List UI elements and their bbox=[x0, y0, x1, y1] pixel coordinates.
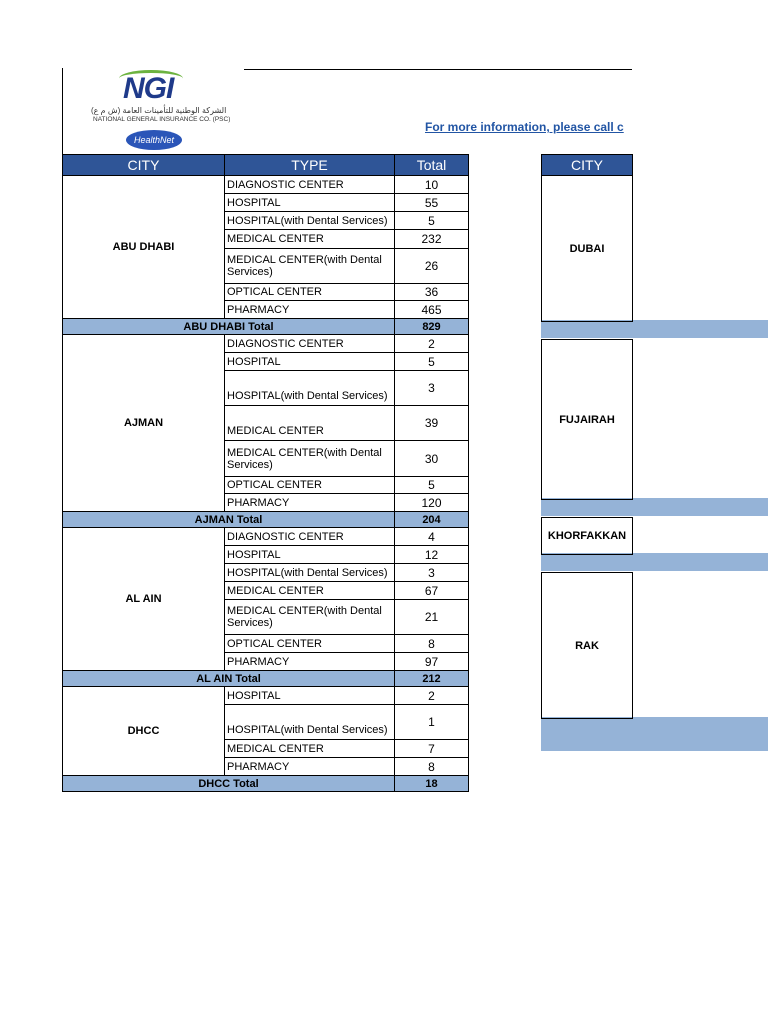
subtotal-value: 829 bbox=[395, 319, 469, 335]
city-cell: KHORFAKKAN bbox=[542, 518, 633, 555]
type-cell: DIAGNOSTIC CENTER bbox=[225, 528, 395, 546]
subtotal-row bbox=[63, 776, 469, 792]
city-cell: DUBAI bbox=[542, 176, 633, 322]
spacer-cell bbox=[542, 555, 633, 573]
subtotal-row bbox=[63, 512, 469, 528]
type-cell: HOSPITAL(with Dental Services) bbox=[225, 705, 395, 740]
type-cell: PHARMACY bbox=[225, 653, 395, 671]
subtotal-label: ABU DHABI Total bbox=[63, 319, 395, 335]
total-cell: 3 bbox=[395, 371, 469, 406]
type-cell: HOSPITAL(with Dental Services) bbox=[225, 564, 395, 582]
type-cell: HOSPITAL bbox=[225, 687, 395, 705]
type-cell: HOSPITAL bbox=[225, 194, 395, 212]
subtotal-value: 204 bbox=[395, 512, 469, 528]
type-cell: HOSPITAL bbox=[225, 353, 395, 371]
city-cell: AJMAN bbox=[63, 335, 225, 512]
type-cell: PHARMACY bbox=[225, 758, 395, 776]
total-cell: 5 bbox=[395, 212, 469, 230]
type-cell: DIAGNOSTIC CENTER bbox=[225, 335, 395, 353]
total-cell: 4 bbox=[395, 528, 469, 546]
type-cell: DIAGNOSTIC CENTER bbox=[225, 176, 395, 194]
type-cell: HOSPITAL bbox=[225, 546, 395, 564]
type-cell: MEDICAL CENTER bbox=[225, 582, 395, 600]
total-cell: 3 bbox=[395, 564, 469, 582]
table-row bbox=[63, 335, 469, 353]
total-cell: 26 bbox=[395, 249, 469, 284]
total-header: Total bbox=[395, 155, 469, 176]
total-cell: 39 bbox=[395, 406, 469, 441]
total-cell: 10 bbox=[395, 176, 469, 194]
type-cell: MEDICAL CENTER bbox=[225, 740, 395, 758]
top-rule bbox=[244, 69, 632, 70]
city-header: CITY bbox=[542, 155, 633, 176]
type-cell: MEDICAL CENTER(with Dental Services) bbox=[225, 249, 395, 284]
table-row bbox=[63, 176, 469, 194]
subtotal-value: 212 bbox=[395, 671, 469, 687]
table-row bbox=[63, 687, 469, 705]
city-cell: FUJAIRAH bbox=[542, 340, 633, 500]
total-cell: 8 bbox=[395, 758, 469, 776]
total-cell: 5 bbox=[395, 353, 469, 371]
type-cell: HOSPITAL(with Dental Services) bbox=[225, 212, 395, 230]
type-cell: PHARMACY bbox=[225, 494, 395, 512]
spacer-cell bbox=[542, 500, 633, 518]
type-cell: MEDICAL CENTER bbox=[225, 406, 395, 441]
subtotal-label: DHCC Total bbox=[63, 776, 395, 792]
spacer-cell bbox=[542, 322, 633, 340]
type-header: TYPE bbox=[225, 155, 395, 176]
subtotal-label: AJMAN Total bbox=[63, 512, 395, 528]
total-cell: 7 bbox=[395, 740, 469, 758]
total-cell: 120 bbox=[395, 494, 469, 512]
provider-table-left bbox=[62, 154, 469, 792]
subtotal-label: AL AIN Total bbox=[63, 671, 395, 687]
total-cell: 2 bbox=[395, 335, 469, 353]
subtotal-row bbox=[63, 319, 469, 335]
type-cell: MEDICAL CENTER bbox=[225, 230, 395, 249]
type-cell: HOSPITAL(with Dental Services) bbox=[225, 371, 395, 406]
total-cell: 55 bbox=[395, 194, 469, 212]
table-row bbox=[63, 528, 469, 546]
subtotal-row bbox=[63, 671, 469, 687]
total-cell: 97 bbox=[395, 653, 469, 671]
healthnet-logo: HealthNet bbox=[126, 130, 182, 150]
type-cell: MEDICAL CENTER(with Dental Services) bbox=[225, 441, 395, 477]
logo-block bbox=[62, 68, 243, 154]
city-cell: AL AIN bbox=[63, 528, 225, 671]
type-cell: OPTICAL CENTER bbox=[225, 477, 395, 494]
type-cell: MEDICAL CENTER(with Dental Services) bbox=[225, 600, 395, 635]
total-cell: 5 bbox=[395, 477, 469, 494]
subtotal-band bbox=[541, 717, 768, 751]
ngi-logo: NGI bbox=[123, 72, 174, 105]
total-cell: 232 bbox=[395, 230, 469, 249]
total-cell: 12 bbox=[395, 546, 469, 564]
type-cell: OPTICAL CENTER bbox=[225, 284, 395, 301]
total-cell: 67 bbox=[395, 582, 469, 600]
city-cell: ABU DHABI bbox=[63, 176, 225, 319]
company-name: NATIONAL GENERAL INSURANCE CO. (PSC) bbox=[93, 116, 231, 123]
city-header: CITY bbox=[63, 155, 225, 176]
subtotal-value: 18 bbox=[395, 776, 469, 792]
provider-table-right bbox=[541, 154, 633, 719]
total-cell: 8 bbox=[395, 635, 469, 653]
total-cell: 36 bbox=[395, 284, 469, 301]
type-cell: OPTICAL CENTER bbox=[225, 635, 395, 653]
type-cell: PHARMACY bbox=[225, 301, 395, 319]
city-cell: RAK bbox=[542, 573, 633, 719]
city-cell: DHCC bbox=[63, 687, 225, 776]
total-cell: 21 bbox=[395, 600, 469, 635]
total-cell: 30 bbox=[395, 441, 469, 477]
total-cell: 2 bbox=[395, 687, 469, 705]
company-name-arabic: الشركة الوطنية للتأمينات العامة (ش م ع) bbox=[91, 106, 227, 115]
total-cell: 465 bbox=[395, 301, 469, 319]
total-cell: 1 bbox=[395, 705, 469, 740]
info-link[interactable]: For more information, please call c bbox=[425, 120, 624, 134]
